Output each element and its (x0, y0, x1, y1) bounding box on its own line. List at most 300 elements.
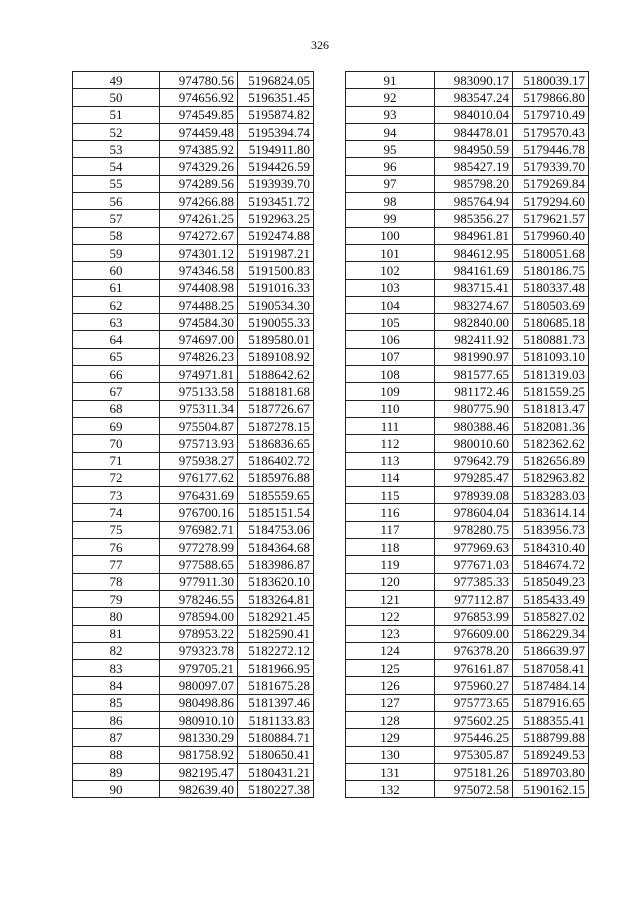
y-coordinate-cell: 5181133.83 (238, 711, 314, 728)
x-coordinate-cell: 979285.47 (435, 469, 513, 486)
x-coordinate-cell: 985356.27 (435, 210, 513, 227)
y-coordinate-cell: 5189249.53 (513, 746, 589, 763)
point-number-cell: 113 (346, 452, 435, 469)
table-row (346, 89, 589, 106)
table-row (346, 469, 589, 486)
table-row (73, 608, 314, 625)
y-coordinate-cell: 5183614.14 (513, 504, 589, 521)
coordinates-table-left (72, 71, 314, 798)
x-coordinate-cell: 979705.21 (160, 660, 238, 677)
y-coordinate-cell: 5180685.18 (513, 314, 589, 331)
table-row (73, 573, 314, 590)
table-row (73, 141, 314, 158)
y-coordinate-cell: 5181675.28 (238, 677, 314, 694)
point-number-cell: 109 (346, 383, 435, 400)
table-row (73, 694, 314, 711)
x-coordinate-cell: 974826.23 (160, 348, 238, 365)
y-coordinate-cell: 5192474.88 (238, 227, 314, 244)
table-row (73, 469, 314, 486)
point-number-cell: 93 (346, 106, 435, 123)
y-coordinate-cell: 5196351.45 (238, 89, 314, 106)
y-coordinate-cell: 5180884.71 (238, 729, 314, 746)
point-number-cell: 69 (73, 417, 160, 434)
x-coordinate-cell: 980910.10 (160, 711, 238, 728)
y-coordinate-cell: 5181319.03 (513, 366, 589, 383)
point-number-cell: 125 (346, 660, 435, 677)
x-coordinate-cell: 983715.41 (435, 279, 513, 296)
y-coordinate-cell: 5194426.59 (238, 158, 314, 175)
x-coordinate-cell: 982195.47 (160, 763, 238, 780)
x-coordinate-cell: 980498.86 (160, 694, 238, 711)
y-coordinate-cell: 5188799.88 (513, 729, 589, 746)
table-row (346, 123, 589, 140)
table-row (346, 487, 589, 504)
x-coordinate-cell: 975181.26 (435, 763, 513, 780)
x-coordinate-cell: 976609.00 (435, 625, 513, 642)
y-coordinate-cell: 5189703.80 (513, 763, 589, 780)
x-coordinate-cell: 975133.58 (160, 383, 238, 400)
x-coordinate-cell: 977671.03 (435, 556, 513, 573)
x-coordinate-cell: 979323.78 (160, 642, 238, 659)
point-number-cell: 107 (346, 348, 435, 365)
table-row (73, 244, 314, 261)
y-coordinate-cell: 5196824.05 (238, 72, 314, 89)
point-number-cell: 111 (346, 417, 435, 434)
table-row (346, 262, 589, 279)
x-coordinate-cell: 974488.25 (160, 296, 238, 313)
y-coordinate-cell: 5187484.14 (513, 677, 589, 694)
y-coordinate-cell: 5188355.41 (513, 711, 589, 728)
point-number-cell: 110 (346, 400, 435, 417)
point-number-cell: 75 (73, 521, 160, 538)
y-coordinate-cell: 5183283.03 (513, 487, 589, 504)
point-number-cell: 84 (73, 677, 160, 694)
point-number-cell: 98 (346, 193, 435, 210)
point-number-cell: 72 (73, 469, 160, 486)
point-number-cell: 61 (73, 279, 160, 296)
x-coordinate-cell: 983274.67 (435, 296, 513, 313)
table-row (346, 296, 589, 313)
y-coordinate-cell: 5179294.60 (513, 193, 589, 210)
table-row (346, 331, 589, 348)
table-row (346, 210, 589, 227)
y-coordinate-cell: 5180051.68 (513, 244, 589, 261)
y-coordinate-cell: 5186229.34 (513, 625, 589, 642)
x-coordinate-cell: 975311.34 (160, 400, 238, 417)
y-coordinate-cell: 5180431.21 (238, 763, 314, 780)
table-row (346, 763, 589, 780)
table-row (73, 452, 314, 469)
table-row (73, 89, 314, 106)
y-coordinate-cell: 5183956.73 (513, 521, 589, 538)
point-number-cell: 66 (73, 366, 160, 383)
point-number-cell: 65 (73, 348, 160, 365)
x-coordinate-cell: 981330.29 (160, 729, 238, 746)
table-row (346, 677, 589, 694)
table-row (73, 279, 314, 296)
table-row (346, 158, 589, 175)
y-coordinate-cell: 5187058.41 (513, 660, 589, 677)
point-number-cell: 126 (346, 677, 435, 694)
point-number-cell: 70 (73, 435, 160, 452)
y-coordinate-cell: 5183620.10 (238, 573, 314, 590)
table-row (346, 193, 589, 210)
table-row (73, 175, 314, 192)
table-row (346, 452, 589, 469)
x-coordinate-cell: 977278.99 (160, 539, 238, 556)
coordinates-table-right (345, 71, 589, 798)
x-coordinate-cell: 978953.22 (160, 625, 238, 642)
x-coordinate-cell: 975504.87 (160, 417, 238, 434)
y-coordinate-cell: 5180186.75 (513, 262, 589, 279)
point-number-cell: 73 (73, 487, 160, 504)
point-number-cell: 68 (73, 400, 160, 417)
x-coordinate-cell: 984612.95 (435, 244, 513, 261)
y-coordinate-cell: 5182921.45 (238, 608, 314, 625)
point-number-cell: 119 (346, 556, 435, 573)
x-coordinate-cell: 977112.87 (435, 590, 513, 607)
table-row (73, 677, 314, 694)
table-row (346, 608, 589, 625)
point-number-cell: 81 (73, 625, 160, 642)
y-coordinate-cell: 5181093.10 (513, 348, 589, 365)
table-row (346, 348, 589, 365)
x-coordinate-cell: 974549.85 (160, 106, 238, 123)
x-coordinate-cell: 976161.87 (435, 660, 513, 677)
point-number-cell: 116 (346, 504, 435, 521)
table-row (346, 227, 589, 244)
x-coordinate-cell: 981577.65 (435, 366, 513, 383)
point-number-cell: 52 (73, 123, 160, 140)
table-row (346, 314, 589, 331)
x-coordinate-cell: 974346.58 (160, 262, 238, 279)
y-coordinate-cell: 5195874.82 (238, 106, 314, 123)
x-coordinate-cell: 975072.58 (435, 781, 513, 798)
x-coordinate-cell: 974656.92 (160, 89, 238, 106)
point-number-cell: 63 (73, 314, 160, 331)
y-coordinate-cell: 5185433.49 (513, 590, 589, 607)
point-number-cell: 90 (73, 781, 160, 798)
table-row (73, 711, 314, 728)
table-row (73, 158, 314, 175)
point-number-cell: 83 (73, 660, 160, 677)
point-number-cell: 105 (346, 314, 435, 331)
table-row (73, 746, 314, 763)
point-number-cell: 91 (346, 72, 435, 89)
point-number-cell: 112 (346, 435, 435, 452)
point-number-cell: 74 (73, 504, 160, 521)
y-coordinate-cell: 5186639.97 (513, 642, 589, 659)
y-coordinate-cell: 5181813.47 (513, 400, 589, 417)
table-row (346, 244, 589, 261)
table-row (73, 106, 314, 123)
y-coordinate-cell: 5192963.25 (238, 210, 314, 227)
table-row (346, 383, 589, 400)
y-coordinate-cell: 5184753.06 (238, 521, 314, 538)
x-coordinate-cell: 981172.46 (435, 383, 513, 400)
table-row (73, 193, 314, 210)
point-number-cell: 77 (73, 556, 160, 573)
x-coordinate-cell: 975305.87 (435, 746, 513, 763)
y-coordinate-cell: 5181559.25 (513, 383, 589, 400)
table-row (73, 660, 314, 677)
point-number-cell: 64 (73, 331, 160, 348)
x-coordinate-cell: 974385.92 (160, 141, 238, 158)
x-coordinate-cell: 985764.94 (435, 193, 513, 210)
x-coordinate-cell: 984950.59 (435, 141, 513, 158)
point-number-cell: 104 (346, 296, 435, 313)
table-row (346, 746, 589, 763)
point-number-cell: 87 (73, 729, 160, 746)
y-coordinate-cell: 5179570.43 (513, 123, 589, 140)
point-number-cell: 103 (346, 279, 435, 296)
x-coordinate-cell: 984161.69 (435, 262, 513, 279)
y-coordinate-cell: 5188642.62 (238, 366, 314, 383)
point-number-cell: 78 (73, 573, 160, 590)
table-row (73, 781, 314, 798)
x-coordinate-cell: 978939.08 (435, 487, 513, 504)
x-coordinate-cell: 982639.40 (160, 781, 238, 798)
point-number-cell: 120 (346, 573, 435, 590)
x-coordinate-cell: 983090.17 (435, 72, 513, 89)
x-coordinate-cell: 975713.93 (160, 435, 238, 452)
x-coordinate-cell: 974272.67 (160, 227, 238, 244)
point-number-cell: 79 (73, 590, 160, 607)
x-coordinate-cell: 976700.16 (160, 504, 238, 521)
x-coordinate-cell: 979642.79 (435, 452, 513, 469)
y-coordinate-cell: 5181966.95 (238, 660, 314, 677)
y-coordinate-cell: 5191016.33 (238, 279, 314, 296)
x-coordinate-cell: 981758.92 (160, 746, 238, 763)
x-coordinate-cell: 977588.65 (160, 556, 238, 573)
y-coordinate-cell: 5182081.36 (513, 417, 589, 434)
x-coordinate-cell: 974971.81 (160, 366, 238, 383)
y-coordinate-cell: 5180039.17 (513, 72, 589, 89)
point-number-cell: 115 (346, 487, 435, 504)
point-number-cell: 132 (346, 781, 435, 798)
table-row (346, 781, 589, 798)
y-coordinate-cell: 5194911.80 (238, 141, 314, 158)
point-number-cell: 60 (73, 262, 160, 279)
point-number-cell: 57 (73, 210, 160, 227)
y-coordinate-cell: 5182656.89 (513, 452, 589, 469)
table-row (346, 539, 589, 556)
point-number-cell: 96 (346, 158, 435, 175)
y-coordinate-cell: 5191987.21 (238, 244, 314, 261)
y-coordinate-cell: 5182272.12 (238, 642, 314, 659)
point-number-cell: 117 (346, 521, 435, 538)
y-coordinate-cell: 5185049.23 (513, 573, 589, 590)
y-coordinate-cell: 5191500.83 (238, 262, 314, 279)
y-coordinate-cell: 5190055.33 (238, 314, 314, 331)
x-coordinate-cell: 974780.56 (160, 72, 238, 89)
point-number-cell: 86 (73, 711, 160, 728)
y-coordinate-cell: 5184674.72 (513, 556, 589, 573)
y-coordinate-cell: 5179269.84 (513, 175, 589, 192)
table-row (346, 573, 589, 590)
point-number-cell: 130 (346, 746, 435, 763)
point-number-cell: 67 (73, 383, 160, 400)
y-coordinate-cell: 5187916.65 (513, 694, 589, 711)
y-coordinate-cell: 5190162.15 (513, 781, 589, 798)
table-row (73, 521, 314, 538)
y-coordinate-cell: 5182963.82 (513, 469, 589, 486)
x-coordinate-cell: 982840.00 (435, 314, 513, 331)
point-number-cell: 108 (346, 366, 435, 383)
x-coordinate-cell: 974329.26 (160, 158, 238, 175)
y-coordinate-cell: 5193451.72 (238, 193, 314, 210)
x-coordinate-cell: 977969.63 (435, 539, 513, 556)
y-coordinate-cell: 5183986.87 (238, 556, 314, 573)
table-row (346, 141, 589, 158)
point-number-cell: 56 (73, 193, 160, 210)
y-coordinate-cell: 5180503.69 (513, 296, 589, 313)
table-row (346, 660, 589, 677)
table-row (73, 625, 314, 642)
x-coordinate-cell: 980775.90 (435, 400, 513, 417)
y-coordinate-cell: 5195394.74 (238, 123, 314, 140)
x-coordinate-cell: 974301.12 (160, 244, 238, 261)
table-row (73, 642, 314, 659)
x-coordinate-cell: 985427.19 (435, 158, 513, 175)
x-coordinate-cell: 983547.24 (435, 89, 513, 106)
table-row (73, 763, 314, 780)
x-coordinate-cell: 984478.01 (435, 123, 513, 140)
point-number-cell: 99 (346, 210, 435, 227)
y-coordinate-cell: 5185151.54 (238, 504, 314, 521)
x-coordinate-cell: 984010.04 (435, 106, 513, 123)
y-coordinate-cell: 5180650.41 (238, 746, 314, 763)
y-coordinate-cell: 5184310.40 (513, 539, 589, 556)
coordinates-table-body (73, 72, 314, 798)
point-number-cell: 88 (73, 746, 160, 763)
table-row (73, 729, 314, 746)
point-number-cell: 122 (346, 608, 435, 625)
y-coordinate-cell: 5182590.41 (238, 625, 314, 642)
table-row (346, 504, 589, 521)
point-number-cell: 102 (346, 262, 435, 279)
point-number-cell: 118 (346, 539, 435, 556)
x-coordinate-cell: 974459.48 (160, 123, 238, 140)
table-row (73, 556, 314, 573)
table-row (346, 625, 589, 642)
point-number-cell: 71 (73, 452, 160, 469)
table-row (73, 123, 314, 140)
point-number-cell: 123 (346, 625, 435, 642)
y-coordinate-cell: 5186402.72 (238, 452, 314, 469)
point-number-cell: 58 (73, 227, 160, 244)
table-row (346, 642, 589, 659)
table-row (73, 487, 314, 504)
point-number-cell: 92 (346, 89, 435, 106)
y-coordinate-cell: 5181397.46 (238, 694, 314, 711)
y-coordinate-cell: 5182362.62 (513, 435, 589, 452)
x-coordinate-cell: 985798.20 (435, 175, 513, 192)
y-coordinate-cell: 5190534.30 (238, 296, 314, 313)
point-number-cell: 95 (346, 141, 435, 158)
point-number-cell: 97 (346, 175, 435, 192)
point-number-cell: 62 (73, 296, 160, 313)
y-coordinate-cell: 5187726.67 (238, 400, 314, 417)
x-coordinate-cell: 975773.65 (435, 694, 513, 711)
table-row (73, 262, 314, 279)
table-row (346, 711, 589, 728)
y-coordinate-cell: 5189580.01 (238, 331, 314, 348)
table-row (73, 227, 314, 244)
x-coordinate-cell: 978280.75 (435, 521, 513, 538)
x-coordinate-cell: 976177.62 (160, 469, 238, 486)
point-number-cell: 106 (346, 331, 435, 348)
point-number-cell: 50 (73, 89, 160, 106)
y-coordinate-cell: 5183264.81 (238, 590, 314, 607)
y-coordinate-cell: 5189108.92 (238, 348, 314, 365)
y-coordinate-cell: 5188181.68 (238, 383, 314, 400)
point-number-cell: 101 (346, 244, 435, 261)
x-coordinate-cell: 980388.46 (435, 417, 513, 434)
table-row (73, 435, 314, 452)
table-row (346, 417, 589, 434)
y-coordinate-cell: 5180227.38 (238, 781, 314, 798)
point-number-cell: 82 (73, 642, 160, 659)
table-row (346, 72, 589, 89)
point-number-cell: 124 (346, 642, 435, 659)
table-row (73, 504, 314, 521)
table-row (73, 72, 314, 89)
x-coordinate-cell: 975446.25 (435, 729, 513, 746)
y-coordinate-cell: 5186836.65 (238, 435, 314, 452)
table-row (346, 400, 589, 417)
x-coordinate-cell: 980010.60 (435, 435, 513, 452)
x-coordinate-cell: 975938.27 (160, 452, 238, 469)
x-coordinate-cell: 976982.71 (160, 521, 238, 538)
y-coordinate-cell: 5185559.65 (238, 487, 314, 504)
point-number-cell: 131 (346, 763, 435, 780)
point-number-cell: 127 (346, 694, 435, 711)
point-number-cell: 129 (346, 729, 435, 746)
table-row (73, 590, 314, 607)
x-coordinate-cell: 975960.27 (435, 677, 513, 694)
x-coordinate-cell: 975602.25 (435, 711, 513, 728)
table-row (73, 417, 314, 434)
point-number-cell: 53 (73, 141, 160, 158)
x-coordinate-cell: 978246.55 (160, 590, 238, 607)
point-number-cell: 94 (346, 123, 435, 140)
point-number-cell: 49 (73, 72, 160, 89)
point-number-cell: 51 (73, 106, 160, 123)
point-number-cell: 114 (346, 469, 435, 486)
x-coordinate-cell: 976853.99 (435, 608, 513, 625)
table-row (346, 175, 589, 192)
table-row (73, 331, 314, 348)
x-coordinate-cell: 976431.69 (160, 487, 238, 504)
point-number-cell: 121 (346, 590, 435, 607)
y-coordinate-cell: 5179339.70 (513, 158, 589, 175)
table-row (346, 556, 589, 573)
y-coordinate-cell: 5179621.57 (513, 210, 589, 227)
x-coordinate-cell: 977385.33 (435, 573, 513, 590)
table-row (346, 279, 589, 296)
y-coordinate-cell: 5179866.80 (513, 89, 589, 106)
y-coordinate-cell: 5184364.68 (238, 539, 314, 556)
y-coordinate-cell: 5185827.02 (513, 608, 589, 625)
y-coordinate-cell: 5180337.48 (513, 279, 589, 296)
table-row (346, 106, 589, 123)
table-row (346, 590, 589, 607)
y-coordinate-cell: 5179960.40 (513, 227, 589, 244)
point-number-cell: 54 (73, 158, 160, 175)
table-row (346, 435, 589, 452)
table-row (73, 383, 314, 400)
